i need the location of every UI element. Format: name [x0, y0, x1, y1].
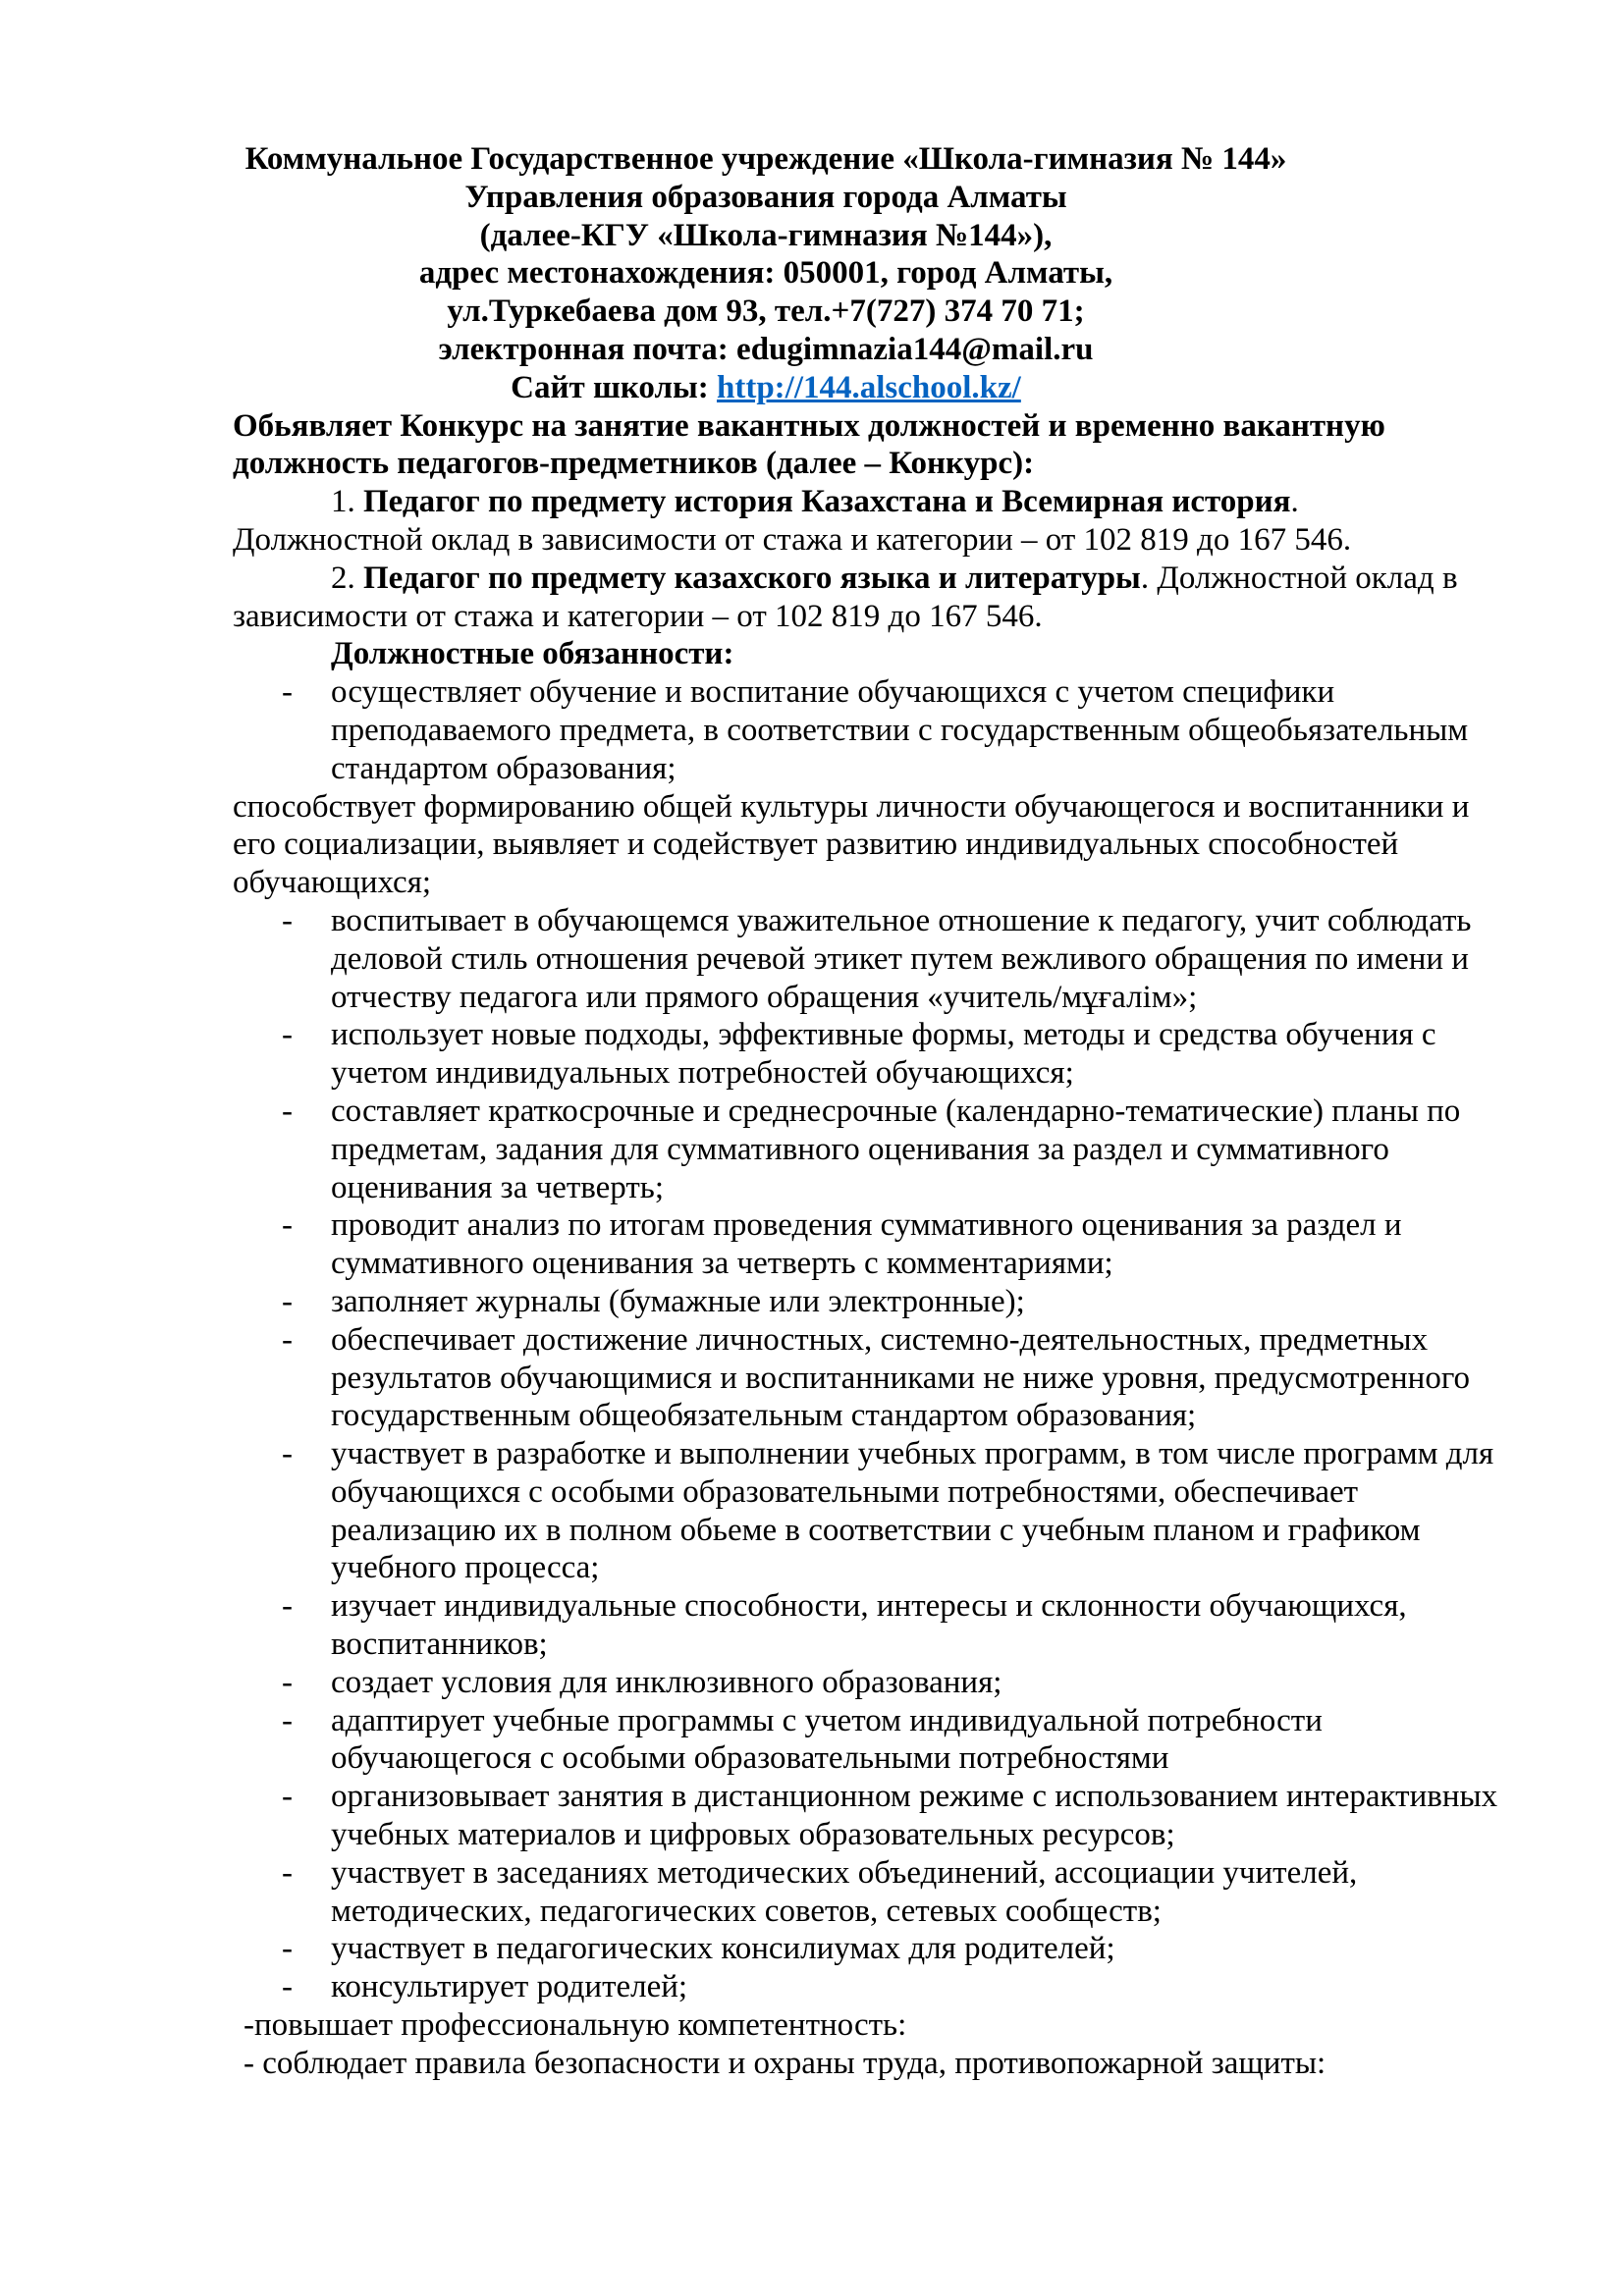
vacancy-2-paragraph: [233, 560, 1508, 636]
vacancy-1-salary: Должностной оклад в зависимости от стажа и категории – от 102 819 до 167 546.: [233, 521, 1352, 558]
duty-text: участвует в разработке и выполнении учебных программ, в том числе программ для обучающихся с особыми образовательными потребностями, обеспечивает реализацию их в полном обьеме в соответствии с учебным планом и графиком учебного процесса;: [331, 1436, 1494, 1586]
site-label: Сайт школы:: [511, 369, 717, 405]
duty-text: воспитывает в обучающемся уважительное отношение к педагогу, учит соблюдать деловой стиль отношения речевой этикет путем вежливого обращения по имени и отчеству педагога или прямого обращения «учитель/мұғалім»;: [331, 902, 1472, 1015]
duty-item: [233, 1702, 1508, 1779]
bullet-dash: -: [282, 1969, 293, 2005]
site-line: [233, 369, 1299, 407]
duty-item: [233, 1435, 1508, 1587]
bullet-dash: -: [282, 674, 293, 711]
duty-item: [233, 1206, 1508, 1283]
duty-item: [233, 1968, 1508, 2006]
duty-item: [233, 1587, 1508, 1664]
duty-text: обеспечивает достижение личностных, системно-деятельностных, предметных результатов обучающимися и воспитанниками не ниже уровня, предусмотренного государственным общеобязательным стандартом образования;: [331, 1321, 1471, 1434]
school-site-link[interactable]: http://144.alschool.kz/: [716, 369, 1021, 405]
bullet-dash: -: [282, 902, 293, 938]
vacancy-1-suffix: .: [1290, 484, 1299, 520]
vacancy-2-number: 2.: [331, 560, 363, 596]
org-address-line: адрес местонахождения: 050001, город Алматы,: [418, 255, 1113, 292]
vacancy-1-title: Педагог по предмету история Казахстана и Всемирная история: [363, 484, 1291, 520]
duty-text: использует новые подходы, эффективные формы, методы и средства обучения с учетом индивидуальных потребностей обучающихся;: [331, 1017, 1436, 1092]
document-content: [233, 140, 1508, 2083]
duty-text: проводит анализ по итогам проведения суммативного оценивания за раздел и суммативного оценивания за четверть с комментариями;: [331, 1207, 1402, 1282]
document-header: [233, 140, 1299, 407]
duty-text: участвует в педагогических консилиумах для родителей;: [331, 1931, 1115, 1967]
bullet-dash: -: [282, 1779, 293, 1815]
vacancy-1-number: 1.: [331, 484, 363, 520]
org-short-name-line: (далее-КГУ «Школа-гимназия №144»),: [479, 217, 1053, 253]
vacancy-2-suffix: . Должностной оклад в зависимости от стажа и категории – от 102 819 до 167 546.: [233, 560, 1458, 634]
duty-text: составляет краткосрочные и среднесрочные (календарно-тематические) планы по предметам, задания для суммативного оценивания за раздел и суммативного оценивания за четверть;: [331, 1093, 1461, 1205]
org-street-phone-line: ул.Туркебаева дом 93, тел.+7(727) 374 70 71;: [447, 294, 1085, 330]
duty-item: [233, 1016, 1508, 1093]
announcement-paragraph: Обьявляет Конкурс на занятие вакантных должностей и временно вакантную должность педагогов-предметников (далее – Конкурс):: [233, 407, 1385, 482]
duty-text: создает условия для инклюзивного образования;: [331, 1664, 1002, 1700]
duty-text: консультирует родителей;: [331, 1969, 688, 2005]
bullet-dash: -: [282, 1931, 293, 1967]
duty-text: заполняет журналы (бумажные или электронные);: [331, 1283, 1025, 1319]
duty-item: [233, 1930, 1508, 1968]
duty-item: [233, 1321, 1508, 1435]
org-email-line: электронная почта: edugimnazia144@mail.ru: [438, 331, 1094, 367]
org-department-line: Управления образования города Алматы: [464, 179, 1067, 215]
vacancy-2-title: Педагог по предмету казахского языка и литературы: [363, 560, 1141, 596]
duty-item: [233, 902, 1508, 1016]
duty-item: [233, 1093, 1508, 1206]
duty-text: участвует в заседаниях методических объединений, ассоциации учителей, методических, педагогических советов, сетевых сообществ;: [331, 1854, 1358, 1929]
duty-item: [233, 673, 1508, 787]
duty-item: [233, 1664, 1508, 1702]
bullet-dash: -: [282, 1588, 293, 1625]
bullet-dash: -: [282, 1854, 293, 1891]
bullet-dash: -: [282, 1017, 293, 1053]
duty-item-flush: способствует формированию общей культуры личности обучающегося и воспитанники и его социализации, выявляет и содействует развитию индивидуальных способностей обучающихся;: [233, 788, 1470, 901]
bullet-dash: -: [282, 1283, 293, 1319]
bullet-dash: -: [282, 1664, 293, 1700]
duty-text: осуществляет обучение и воспитание обучающихся с учетом специфики преподаваемого предмета, в соответствии с государственным общеобьязательным стандартом образования;: [331, 674, 1469, 786]
duty-item: [233, 1854, 1508, 1931]
bullet-dash: -: [282, 1702, 293, 1738]
duty-text: организовывает занятия в дистанционном режиме с использованием интерактивных учебных материалов и цифровых образовательных ресурсов;: [331, 1779, 1498, 1853]
bullet-dash: -: [282, 1436, 293, 1472]
duties-heading: Должностные обязанности:: [331, 636, 734, 672]
duty-item: [233, 1778, 1508, 1854]
bullet-dash: -: [282, 1207, 293, 1244]
bullet-dash: -: [282, 1321, 293, 1358]
vacancy-1-paragraph: [233, 483, 1508, 521]
org-name-line: Коммунальное Государственное учреждение «Школа-гимназия № 144»: [244, 141, 1287, 177]
duty-item-dash: -повышает профессиональную компетентность:: [244, 2007, 907, 2044]
bullet-dash: -: [282, 1093, 293, 1129]
duty-text: изучает индивидуальные способности, интересы и склонности обучающихся, воспитанников;: [331, 1588, 1407, 1663]
duty-text: адаптирует учебные программы с учетом индивидуальной потребности обучающегося с особыми образовательными потребностями: [331, 1702, 1323, 1777]
duty-item: [233, 1283, 1508, 1321]
duty-item-dash: - соблюдает правила безопасности и охраны труда, противопожарной защиты:: [244, 2045, 1326, 2081]
